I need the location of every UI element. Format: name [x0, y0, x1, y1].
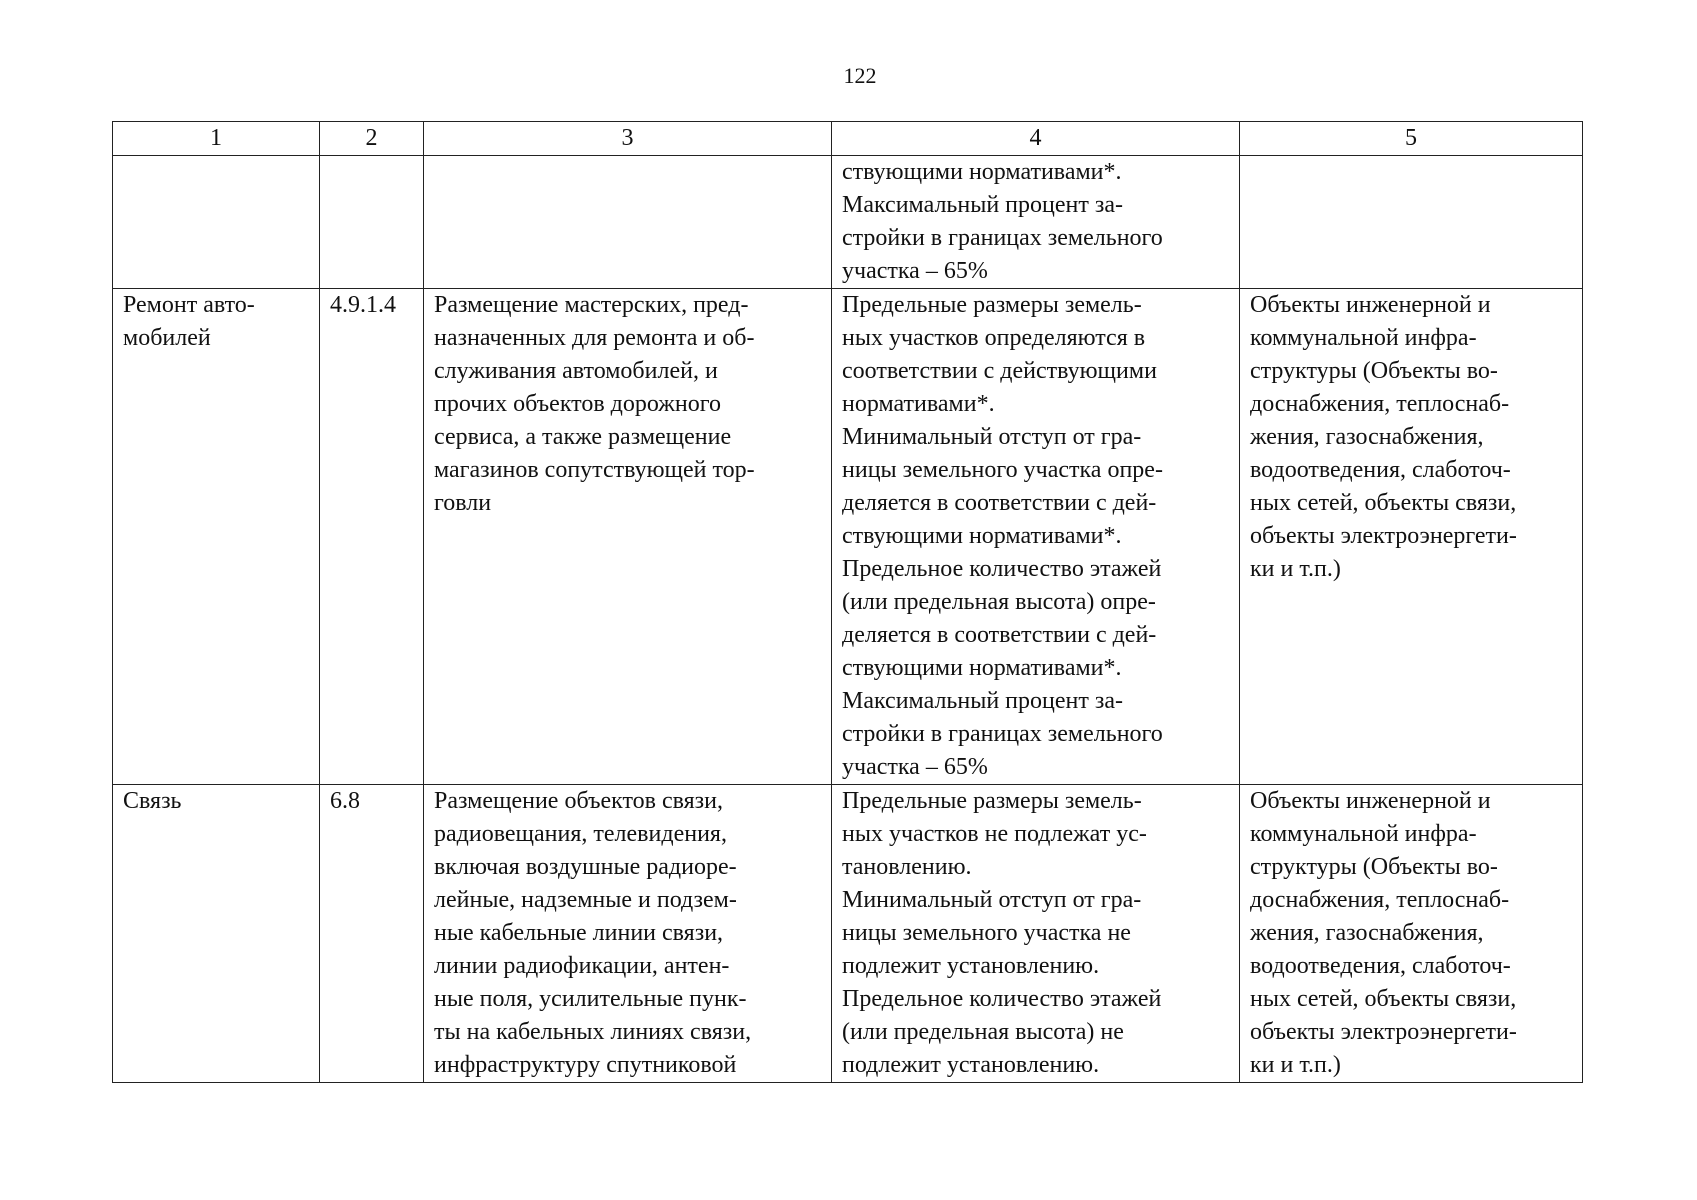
text-line: Максимальный процент за-	[842, 192, 1123, 218]
column-header-1: 1	[113, 122, 320, 156]
text-line: стройки в границах земельного	[842, 225, 1163, 251]
text-line: ных сетей, объекты связи,	[1250, 986, 1517, 1012]
text-line: водоотведения, слаботоч-	[1250, 953, 1511, 979]
text-line: коммунальной инфра-	[1250, 325, 1477, 351]
text-line: радиовещания, телевидения,	[434, 821, 727, 847]
text-line: Предельное количество этажей	[842, 556, 1162, 582]
text-line: Минимальный отступ от гра-	[842, 887, 1142, 913]
text-line: подлежит установлению.	[842, 1052, 1100, 1078]
text-line: Предельное количество этажей	[842, 986, 1162, 1012]
text-line: соответствии с действующими	[842, 358, 1157, 384]
column-header-4: 4	[832, 122, 1240, 156]
text-line: Объекты инженерной и	[1250, 788, 1491, 814]
text-line: структуры (Объекты во-	[1250, 358, 1498, 384]
text-line: подлежит установлению.	[842, 953, 1100, 979]
use-name-cell	[113, 289, 320, 785]
text-line: объекты электроэнергети-	[1250, 1019, 1517, 1045]
zoning-table	[112, 121, 1583, 1083]
text-line: 6.8	[330, 788, 360, 814]
text-line: линии радиофикации, антен-	[434, 953, 730, 979]
table-row	[113, 785, 1583, 1083]
text-line: ствующими нормативами*.	[842, 655, 1122, 681]
text-line: включая воздушные радиоре-	[434, 854, 737, 880]
text-line: 4.9.1.4	[330, 292, 396, 318]
text-line: лейные, надземные и подзем-	[434, 887, 737, 913]
text-line: Связь	[123, 788, 182, 814]
parameters-cell	[832, 289, 1240, 785]
text-line: деляется в соответствии с дей-	[842, 622, 1157, 648]
header-row	[113, 122, 1583, 156]
use-description-cell	[424, 289, 832, 785]
table-row	[113, 289, 1583, 785]
page-number: 122	[843, 63, 877, 88]
text-line: объекты электроэнергети-	[1250, 523, 1517, 549]
text-line: назначенных для ремонта и об-	[434, 325, 755, 351]
table-row	[113, 156, 1583, 289]
related-objects-cell	[1240, 785, 1583, 1083]
text-line: жения, газоснабжения,	[1250, 920, 1484, 946]
text-line: Максимальный процент за-	[842, 688, 1123, 714]
text-line: доснабжения, теплоснаб-	[1250, 391, 1510, 417]
text-line: ных участков не подлежат ус-	[842, 821, 1147, 847]
use-code-cell	[320, 289, 424, 785]
text-line: ных сетей, объекты связи,	[1250, 490, 1517, 516]
text-line: мобилей	[123, 325, 211, 351]
use-code-cell	[320, 785, 424, 1083]
text-line: структуры (Объекты во-	[1250, 854, 1498, 880]
text-line: ницы земельного участка опре-	[842, 457, 1163, 483]
text-line: ницы земельного участка не	[842, 920, 1131, 946]
text-line: (или предельная высота) опре-	[842, 589, 1156, 615]
column-header-5: 5	[1240, 122, 1583, 156]
text-line: коммунальной инфра-	[1250, 821, 1477, 847]
text-line: доснабжения, теплоснаб-	[1250, 887, 1510, 913]
parameters-cell	[832, 156, 1240, 289]
text-line: Размещение мастерских, пред-	[434, 292, 749, 318]
column-header-2: 2	[320, 122, 424, 156]
text-line: нормативами*.	[842, 391, 995, 417]
text-line: Предельные размеры земель-	[842, 292, 1142, 318]
text-line: инфраструктуру спутниковой	[434, 1052, 737, 1078]
use-description-cell	[424, 156, 832, 289]
text-line: участка – 65%	[842, 258, 988, 284]
column-header-3: 3	[424, 122, 832, 156]
text-line: прочих объектов дорожного	[434, 391, 721, 417]
text-line: ные поля, усилительные пунк-	[434, 986, 747, 1012]
text-line: служивания автомобилей, и	[434, 358, 718, 384]
text-line: стройки в границах земельного	[842, 721, 1163, 747]
text-line: деляется в соответствии с дей-	[842, 490, 1157, 516]
text-line: Предельные размеры земель-	[842, 788, 1142, 814]
use-code-cell	[320, 156, 424, 289]
text-line: водоотведения, слаботоч-	[1250, 457, 1511, 483]
text-line: магазинов сопутствующей тор-	[434, 457, 755, 483]
text-line: ствующими нормативами*.	[842, 159, 1122, 185]
text-line: тановлению.	[842, 854, 972, 880]
text-line: ки и т.п.)	[1250, 1052, 1341, 1078]
text-line: (или предельная высота) не	[842, 1019, 1124, 1045]
use-name-cell	[113, 156, 320, 289]
text-line: Минимальный отступ от гра-	[842, 424, 1142, 450]
use-description-cell	[424, 785, 832, 1083]
parameters-cell	[832, 785, 1240, 1083]
related-objects-cell	[1240, 289, 1583, 785]
text-line: жения, газоснабжения,	[1250, 424, 1484, 450]
text-line: Размещение объектов связи,	[434, 788, 724, 814]
text-line: Ремонт авто-	[123, 292, 255, 318]
use-name-cell	[113, 785, 320, 1083]
text-line: ствующими нормативами*.	[842, 523, 1122, 549]
text-line: участка – 65%	[842, 754, 988, 780]
text-line: говли	[434, 490, 492, 516]
text-line: сервиса, а также размещение	[434, 424, 732, 450]
text-line: ных участков определяются в	[842, 325, 1146, 351]
text-line: ки и т.п.)	[1250, 556, 1341, 582]
text-line: ные кабельные линии связи,	[434, 920, 724, 946]
text-line: ты на кабельных линиях связи,	[434, 1019, 752, 1045]
related-objects-cell	[1240, 156, 1583, 289]
text-line: Объекты инженерной и	[1250, 292, 1491, 318]
